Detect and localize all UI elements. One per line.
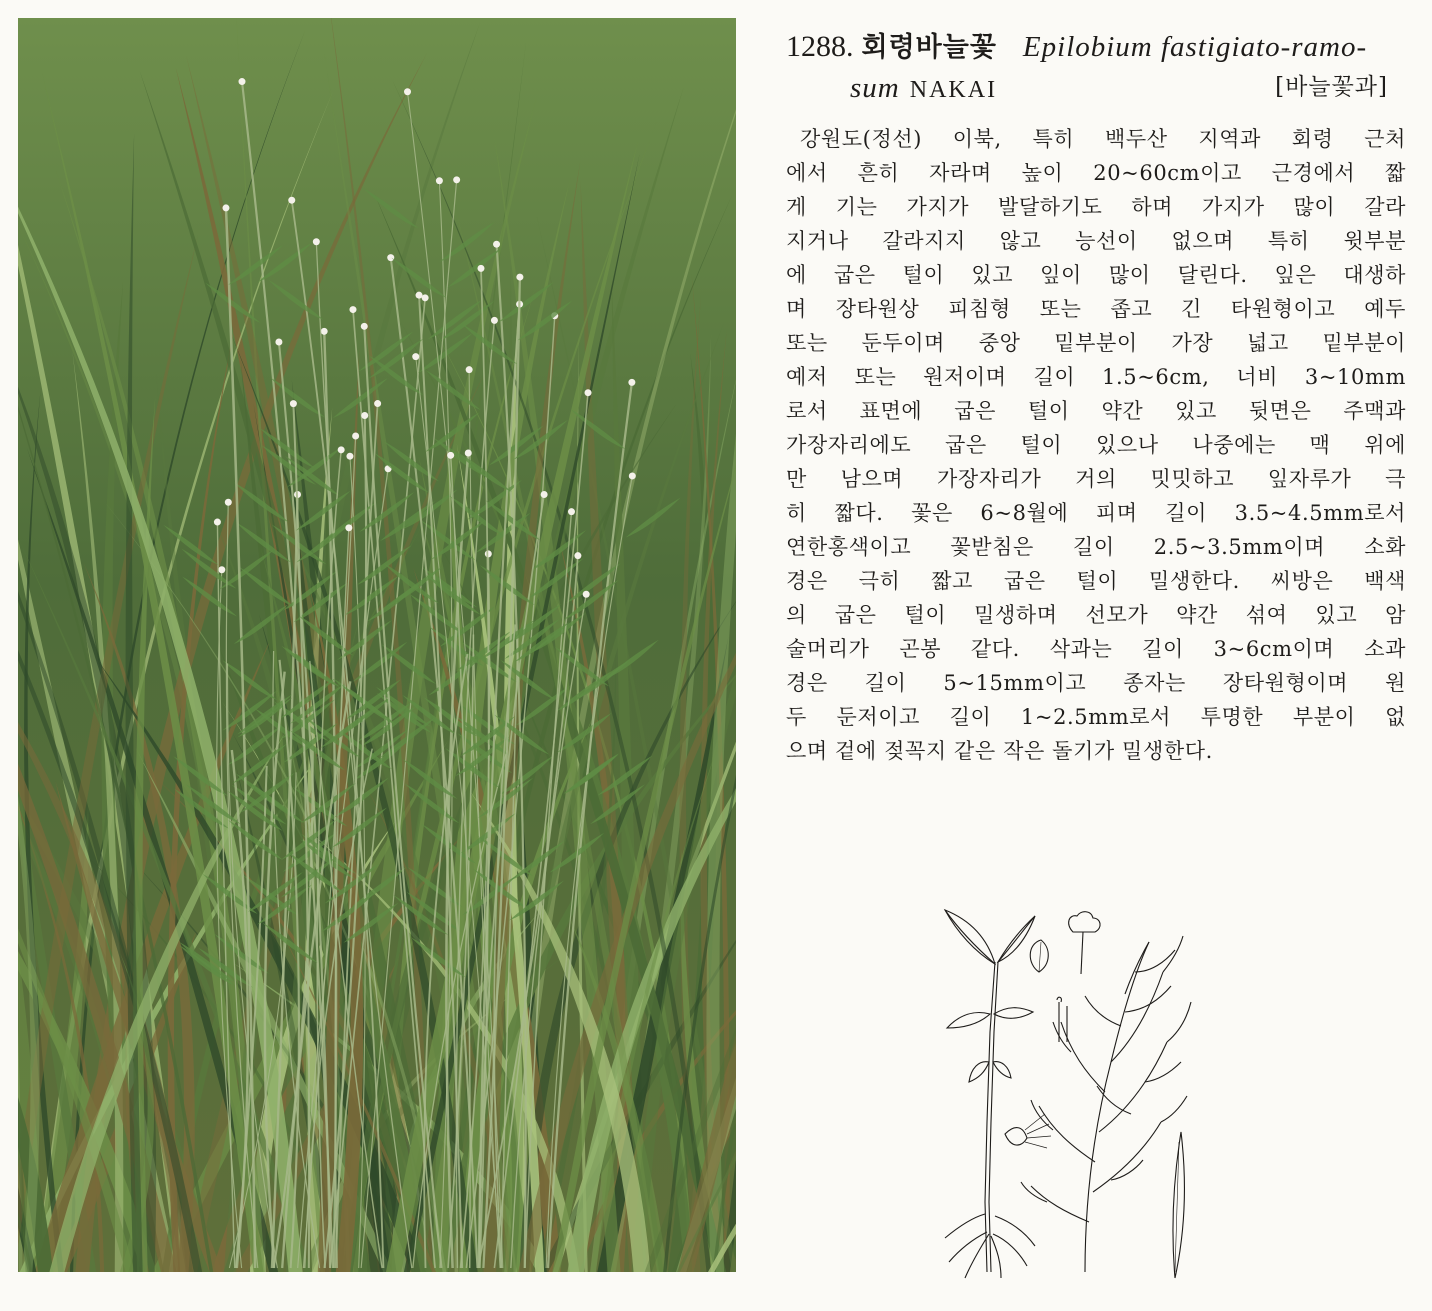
plant-photo bbox=[18, 18, 736, 1272]
description-line: 강원도(정선) 이북, 특히 백두산 지역과 회령 근처 bbox=[800, 127, 1406, 151]
plant-flower bbox=[447, 452, 454, 459]
description-line: 며 장타원상 피침형 또는 좁고 긴 타원형이고 예두 bbox=[786, 297, 1406, 321]
plant-flower bbox=[275, 339, 282, 346]
heading-line-1 bbox=[786, 24, 1398, 68]
botanical-drawing bbox=[935, 902, 1205, 1286]
description-line: 에 굽은 털이 있고 잎이 많이 달린다. 잎은 대생하 bbox=[786, 263, 1406, 287]
plant-flower bbox=[541, 491, 548, 498]
entry-heading bbox=[786, 24, 1398, 106]
plant-flower bbox=[574, 552, 581, 559]
plant-flower bbox=[345, 524, 352, 531]
plant-flower bbox=[412, 353, 419, 360]
description-line: 만 남으며 가장자리가 거의 밋밋하고 잎자루가 극 bbox=[786, 467, 1406, 491]
family-name: [바늘꽃과] bbox=[1275, 74, 1388, 100]
plant-flower bbox=[493, 241, 500, 248]
plant-flower bbox=[516, 274, 523, 281]
drawing-illustration bbox=[935, 902, 1205, 1286]
author-name: NAKAI bbox=[909, 77, 998, 103]
plant-flower bbox=[321, 328, 328, 335]
description-line: 예저 또는 원저이며 길이 1.5~6cm, 너비 3~10mm bbox=[786, 365, 1406, 389]
plant-flower bbox=[346, 453, 353, 460]
description-line: 지거나 갈라지지 않고 능선이 없으며 특히 윗부분 bbox=[786, 229, 1406, 253]
plant-flower bbox=[387, 254, 394, 261]
plant-flower bbox=[583, 591, 590, 598]
plant-flower bbox=[218, 566, 225, 573]
plant-flower bbox=[629, 472, 636, 479]
plant-flower bbox=[585, 389, 592, 396]
plant-flower bbox=[465, 449, 472, 456]
plant-flower bbox=[313, 238, 320, 245]
description-line: 경은 길이 5~15mm이고 종자는 장타원형이며 원 bbox=[786, 671, 1406, 695]
description-line: 으며 겉에 젖꼭지 같은 작은 돌기가 밀생한다. bbox=[786, 739, 1213, 763]
description-line: 에서 흔히 자라며 높이 20~60cm이고 근경에서 짧 bbox=[786, 161, 1406, 185]
description-line: 경은 극히 짧고 굽은 털이 밀생한다. 씨방은 백색 bbox=[786, 569, 1406, 593]
description bbox=[786, 122, 1406, 768]
photo-illustration bbox=[18, 18, 736, 1272]
description-line: 연한홍색이고 꽃받침은 길이 2.5~3.5mm이며 소화 bbox=[786, 535, 1406, 559]
plant-flower bbox=[453, 176, 460, 183]
description-line: 의 굽은 털이 밀생하며 선모가 약간 섞여 있고 암 bbox=[786, 603, 1406, 627]
plant-flower bbox=[404, 88, 411, 95]
description-line: 게 기는 가지가 발달하기도 하며 가지가 많이 갈라 bbox=[786, 195, 1406, 219]
plant-flower bbox=[222, 204, 229, 211]
plant-flower bbox=[352, 433, 359, 440]
scientific-name-part-1: Epilobium fastigiato-ramo- bbox=[1022, 31, 1368, 63]
plant-flower bbox=[290, 400, 297, 407]
plant-flower bbox=[628, 379, 635, 386]
heading-line-2 bbox=[786, 68, 1398, 106]
plant-flower bbox=[338, 446, 345, 453]
plant-flower bbox=[349, 306, 356, 313]
plant-flower bbox=[361, 323, 368, 330]
plant-flower bbox=[225, 499, 232, 506]
description-line: 또는 둔두이며 중앙 밑부분이 가장 넓고 밑부분이 bbox=[786, 331, 1406, 355]
plant-flower bbox=[436, 177, 443, 184]
plant-flower bbox=[416, 292, 423, 299]
description-line: 로서 표면에 굽은 털이 약간 있고 뒷면은 주맥과 bbox=[786, 399, 1406, 423]
description-line: 가장자리에도 굽은 털이 있으나 나중에는 맥 위에 bbox=[786, 433, 1406, 457]
plant-flower bbox=[288, 197, 295, 204]
plant-flower bbox=[466, 366, 473, 373]
plant-flower bbox=[238, 78, 245, 85]
description-line: 술머리가 곤봉 같다. 삭과는 길이 3~6cm이며 소과 bbox=[786, 637, 1406, 661]
plant-flower bbox=[374, 400, 381, 407]
plant-flower bbox=[477, 265, 484, 272]
korean-name: 회령바늘꽃 bbox=[861, 32, 997, 63]
description-line: 히 짧다. 꽃은 6~8월에 피며 길이 3.5~4.5mm로서 bbox=[786, 501, 1406, 525]
plant-flower bbox=[491, 317, 498, 324]
entry-number: 1288. bbox=[786, 30, 854, 63]
plant-flower bbox=[214, 519, 221, 526]
description-line: 두 둔저이고 길이 1~2.5mm로서 투명한 부분이 없 bbox=[786, 705, 1406, 729]
scientific-name-part-2: sum bbox=[850, 72, 900, 104]
plant-flower bbox=[422, 294, 429, 301]
plant-flower bbox=[361, 412, 368, 419]
plant-flower bbox=[568, 508, 575, 515]
